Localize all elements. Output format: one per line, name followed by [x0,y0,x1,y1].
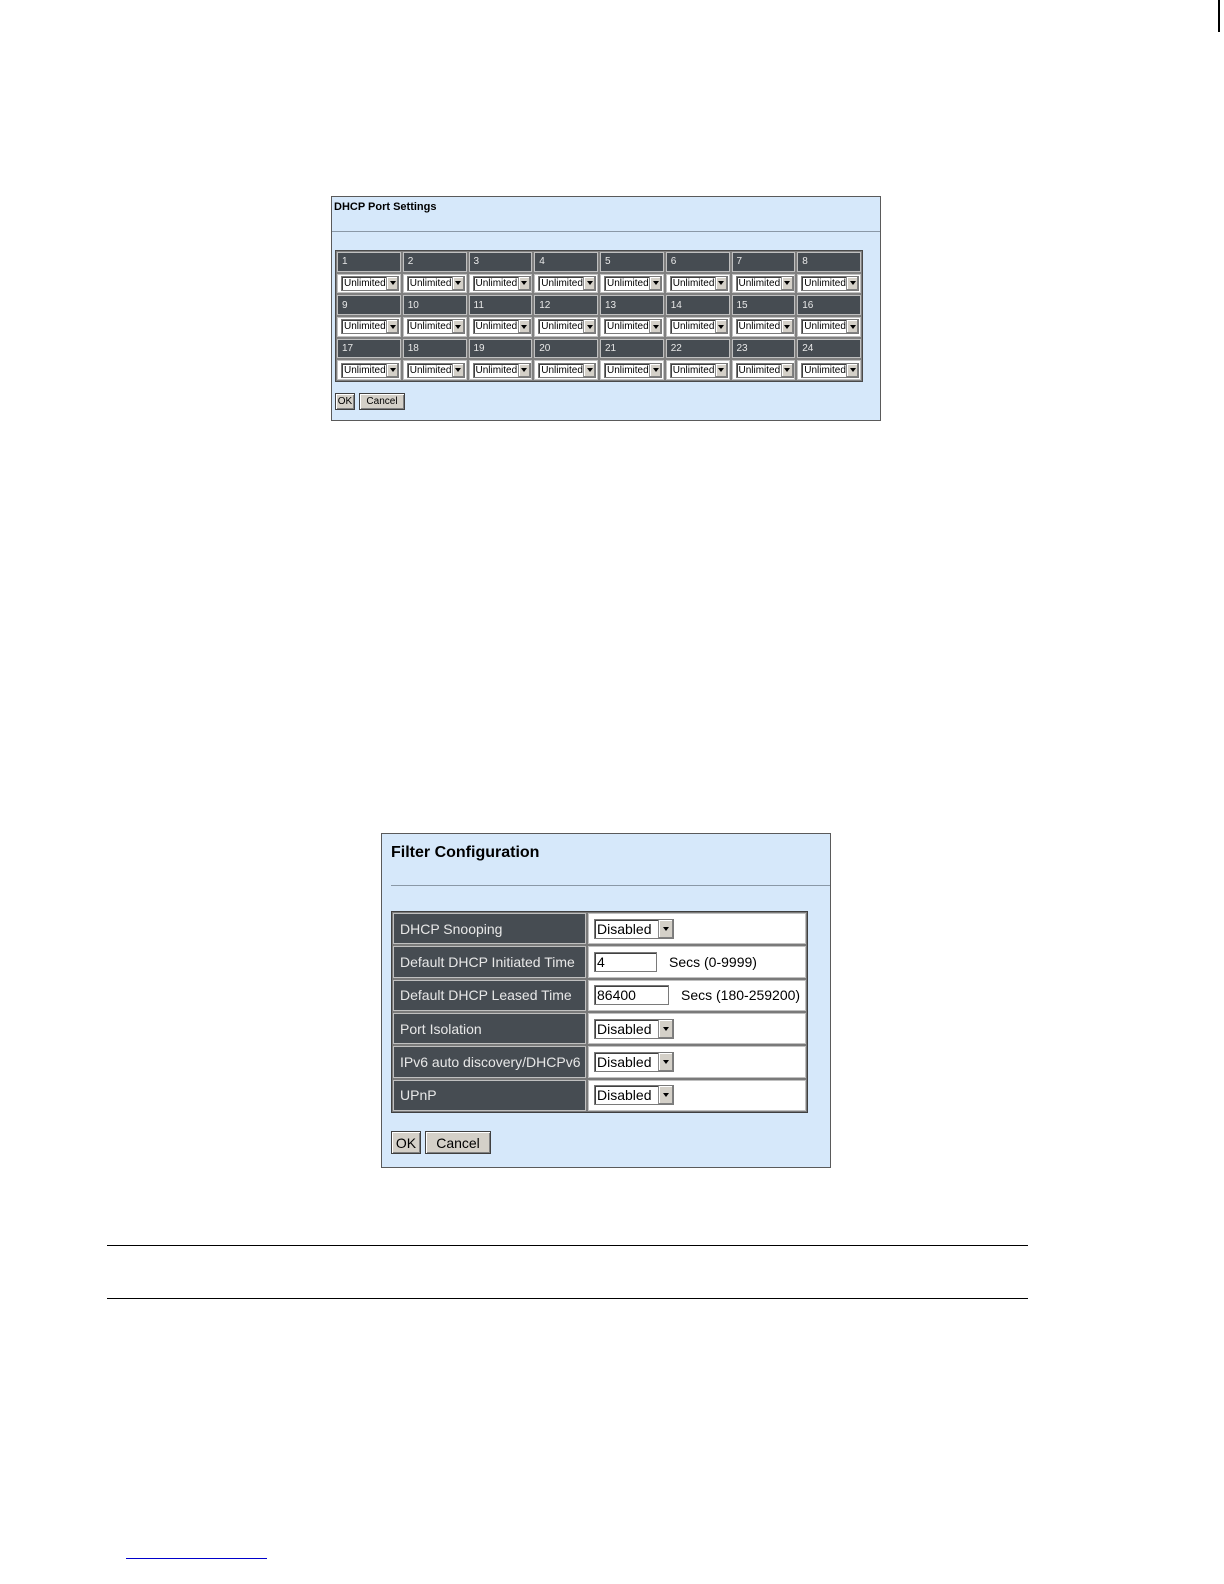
chevron-down-icon[interactable] [518,364,530,377]
initiated-time-input[interactable] [594,952,657,972]
chevron-down-icon[interactable] [846,277,858,290]
port-limit-cell [469,274,533,294]
port-number-header: 21 [600,339,664,359]
leased-time-label: Default DHCP Leased Time [393,980,586,1011]
dhcp-snooping-label: DHCP Snooping [393,913,586,944]
filter-settings-table [391,911,808,1113]
port-limit-value: Unlimited [344,321,386,333]
port-limit-value: Unlimited [475,277,518,289]
port-limit-cell [732,274,796,294]
dhcp-snooping-value: Disabled [597,920,652,937]
port-limit-value: Unlimited [672,364,715,376]
chevron-down-icon[interactable] [781,277,793,290]
port-limit-select[interactable] [801,319,859,334]
port-number-header: 6 [666,252,730,272]
port-limit-value: Unlimited [541,277,583,289]
port-limit-select[interactable] [670,276,728,291]
port-limit-select[interactable] [538,319,596,334]
title-divider [332,231,880,232]
upnp-label: UPnP [393,1080,586,1111]
port-limit-cell [337,317,401,337]
initiated-time-unit: Secs (0-9999) [669,953,757,970]
port-number-header: 23 [732,339,796,359]
ok-button[interactable]: OK [391,1131,421,1154]
chevron-down-icon[interactable] [658,1020,673,1038]
port-limit-select[interactable] [341,276,399,291]
page-edge-rule [1218,0,1220,32]
port-limit-value: Unlimited [541,364,583,376]
dhcp-port-settings-panel [331,196,881,421]
port-limit-select[interactable] [736,276,794,291]
port-limit-value: Unlimited [541,321,583,333]
filter-configuration-panel [381,833,831,1168]
port-limit-select[interactable] [736,363,794,378]
chevron-down-icon[interactable] [781,320,793,333]
port-number-header: 5 [600,252,664,272]
port-limit-value: Unlimited [738,364,781,376]
leased-time-input[interactable] [594,985,669,1005]
port-limit-select[interactable] [538,363,596,378]
port-limit-select[interactable] [670,363,728,378]
port-limit-select[interactable] [801,363,859,378]
dhcp-snooping-cell [588,913,806,944]
port-limit-cell [797,317,861,337]
port-limit-select[interactable] [407,319,465,334]
port-number-header: 2 [403,252,467,272]
port-limit-select[interactable] [473,319,531,334]
port-number-header: 10 [403,295,467,315]
port-number-header: 14 [666,295,730,315]
port-limit-cell [534,317,598,337]
port-number-header: 17 [337,339,401,359]
cancel-button[interactable]: Cancel [425,1131,491,1154]
chevron-down-icon[interactable] [846,320,858,333]
port-limit-select[interactable] [736,319,794,334]
port-limit-select[interactable] [407,276,465,291]
port-number-header: 3 [469,252,533,272]
port-limit-value: Unlimited [475,321,518,333]
port-limit-value: Unlimited [672,277,715,289]
chevron-down-icon[interactable] [518,277,530,290]
chevron-down-icon[interactable] [452,320,464,333]
port-limit-cell [469,317,533,337]
port-number-header: 11 [469,295,533,315]
chevron-down-icon[interactable] [583,364,595,377]
leased-time-unit: Secs (180-259200) [681,987,801,1004]
port-limit-cell [600,274,664,294]
port-limit-value: Unlimited [607,364,649,376]
chevron-down-icon[interactable] [658,1086,673,1104]
chevron-down-icon[interactable] [518,320,530,333]
port-number-header: 20 [534,339,598,359]
port-limit-select[interactable] [670,319,728,334]
ipv6-discovery-value: Disabled [597,1053,652,1070]
ok-button[interactable]: OK [335,393,355,410]
port-limit-value: Unlimited [344,364,386,376]
port-number-header: 13 [600,295,664,315]
leased-time-cell [588,980,806,1011]
chevron-down-icon[interactable] [386,277,398,290]
port-limit-value: Unlimited [475,364,518,376]
port-limit-select[interactable] [604,363,662,378]
port-limit-cell [666,317,730,337]
port-limit-value: Unlimited [409,364,452,376]
chevron-down-icon[interactable] [649,364,661,377]
chevron-down-icon[interactable] [715,320,727,333]
port-limit-cell [534,274,598,294]
horizontal-rule [107,1298,1028,1299]
port-limit-value: Unlimited [672,321,715,333]
chevron-down-icon[interactable] [781,364,793,377]
chevron-down-icon[interactable] [583,277,595,290]
port-limit-cell [403,317,467,337]
chevron-down-icon[interactable] [452,277,464,290]
chevron-down-icon[interactable] [452,364,464,377]
port-number-header: 7 [732,252,796,272]
port-limit-select[interactable] [473,363,531,378]
port-limit-value: Unlimited [409,321,452,333]
port-limit-value: Unlimited [804,321,846,333]
port-limit-select[interactable] [604,276,662,291]
ipv6-discovery-cell [588,1046,806,1077]
port-limit-select[interactable] [341,363,399,378]
port-limit-value: Unlimited [738,321,781,333]
upnp-select[interactable] [594,1085,674,1105]
port-limit-value: Unlimited [607,321,649,333]
port-limit-value: Unlimited [344,277,386,289]
port-limit-cell [732,360,796,380]
port-number-header: 15 [732,295,796,315]
title-divider [391,885,830,886]
port-limit-cell [337,360,401,380]
horizontal-rule [107,1245,1028,1246]
port-limit-select[interactable] [801,276,859,291]
port-limit-cell [797,274,861,294]
port-number-header: 16 [797,295,861,315]
dhcp-snooping-select[interactable] [594,919,674,939]
port-number-header: 24 [797,339,861,359]
port-number-header: 4 [534,252,598,272]
port-number-header: 8 [797,252,861,272]
port-limit-cell [666,360,730,380]
chevron-down-icon[interactable] [715,277,727,290]
port-limit-value: Unlimited [409,277,452,289]
filter-configuration-title: Filter Configuration [391,844,540,861]
port-limit-cell [600,317,664,337]
port-limit-cell [666,274,730,294]
chevron-down-icon[interactable] [658,920,673,938]
initiated-time-cell [588,946,806,977]
port-limit-value: Unlimited [804,364,846,376]
port-limit-value: Unlimited [738,277,781,289]
port-number-header: 1 [337,252,401,272]
initiated-time-label: Default DHCP Initiated Time [393,946,586,977]
port-limit-select[interactable] [473,276,531,291]
port-limit-cell [469,360,533,380]
upnp-cell [588,1080,806,1111]
chevron-down-icon[interactable] [846,364,858,377]
ipv6-discovery-label: IPv6 auto discovery/DHCPv6 [393,1046,586,1077]
port-limit-cell [732,317,796,337]
port-number-header: 12 [534,295,598,315]
port-number-header: 19 [469,339,533,359]
chevron-down-icon[interactable] [386,320,398,333]
chevron-down-icon[interactable] [715,364,727,377]
port-limit-select[interactable] [604,319,662,334]
cancel-button[interactable]: Cancel [359,393,405,410]
port-isolation-label: Port Isolation [393,1013,586,1044]
chevron-down-icon[interactable] [583,320,595,333]
port-isolation-value: Disabled [597,1020,652,1037]
port-limit-value: Unlimited [804,277,846,289]
chevron-down-icon[interactable] [658,1053,673,1071]
port-limit-cell [797,360,861,380]
port-limit-cell [403,274,467,294]
port-limit-cell [600,360,664,380]
ipv6-discovery-select[interactable] [594,1052,674,1072]
upnp-value: Disabled [597,1087,652,1104]
port-isolation-select[interactable] [594,1019,674,1039]
dhcp-port-settings-title: DHCP Port Settings [334,201,437,213]
chevron-down-icon[interactable] [649,320,661,333]
port-limit-cell [337,274,401,294]
port-limit-value: Unlimited [607,277,649,289]
footer-link-underline [126,1558,267,1559]
port-limit-cell [534,360,598,380]
port-limit-select[interactable] [341,319,399,334]
port-limit-select[interactable] [538,276,596,291]
port-number-header: 9 [337,295,401,315]
chevron-down-icon[interactable] [386,364,398,377]
port-number-header: 18 [403,339,467,359]
chevron-down-icon[interactable] [649,277,661,290]
port-limit-select[interactable] [407,363,465,378]
port-number-header: 22 [666,339,730,359]
port-isolation-cell [588,1013,806,1044]
port-limit-cell [403,360,467,380]
port-settings-grid [335,250,863,382]
